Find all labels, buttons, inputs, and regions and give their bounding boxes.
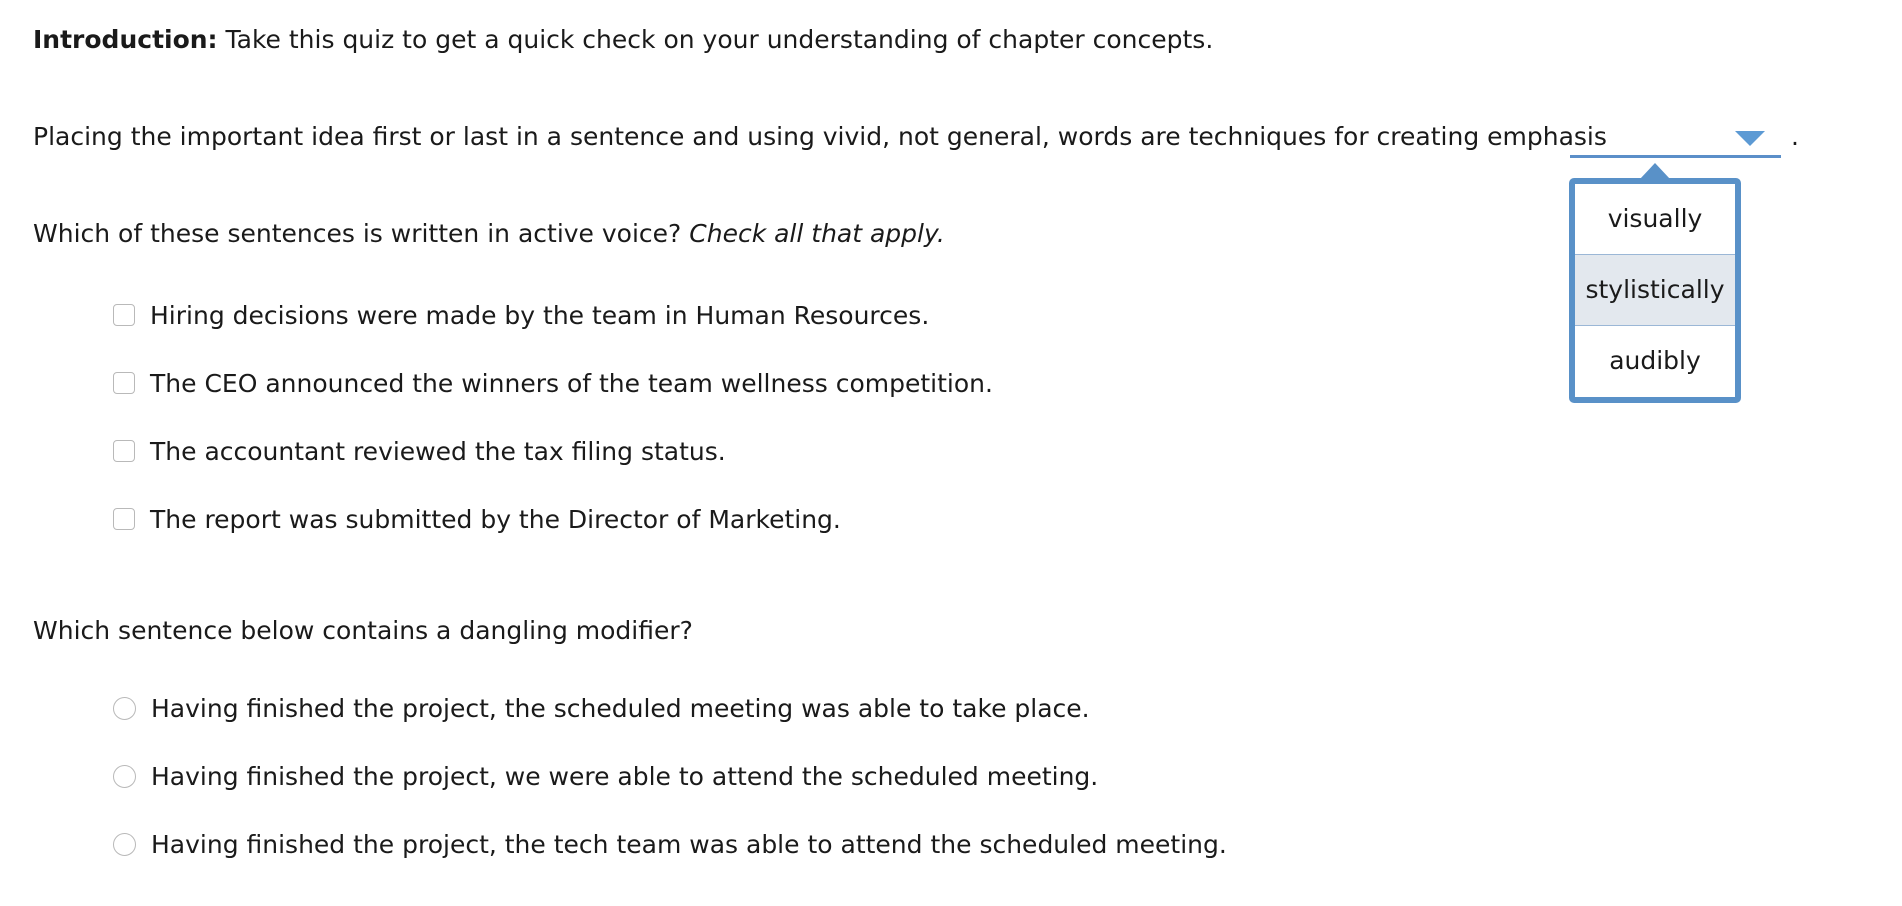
radio-option-label: Having finished the project, the scheduled meeting was able to take place. [151, 693, 1090, 723]
radio-button[interactable] [113, 833, 136, 856]
radio-button[interactable] [113, 697, 136, 720]
checkbox-option-3[interactable] [113, 436, 726, 466]
chevron-down-icon[interactable] [1735, 131, 1765, 146]
radio-option-label: Having finished the project, we were able to attend the scheduled meeting. [151, 761, 1099, 791]
checkbox-option-1[interactable] [113, 300, 929, 330]
question-3-text: Which sentence below contains a dangling modifier? [33, 616, 693, 645]
radio-option-3[interactable] [113, 829, 1227, 859]
checkbox[interactable] [113, 508, 135, 530]
question-2-prompt: Which of these sentences is written in active voice? [33, 219, 690, 248]
checkbox-option-label: The accountant reviewed the tax filing status. [150, 436, 726, 466]
dropdown-menu [1569, 178, 1741, 403]
introduction-body: Take this quiz to get a quick check on your understanding of chapter concepts. [217, 25, 1214, 54]
checkbox[interactable] [113, 304, 135, 326]
checkbox[interactable] [113, 440, 135, 462]
checkbox[interactable] [113, 372, 135, 394]
emphasis-dropdown[interactable] [1570, 119, 1781, 158]
dropdown-option-audibly[interactable]: audibly [1609, 346, 1701, 375]
dropdown-option-stylistically[interactable]: stylistically [1575, 255, 1735, 326]
checkbox-option-label: The report was submitted by the Director of Marketing. [150, 504, 841, 534]
checkbox-option-4[interactable] [113, 504, 841, 534]
introduction-text [33, 25, 1213, 54]
question-1-text: Placing the important idea first or last in a sentence and using vivid, not general, words are techniques for creating emphasis [33, 122, 1607, 151]
radio-button[interactable] [113, 765, 136, 788]
checkbox-option-label: The CEO announced the winners of the team wellness competition. [150, 368, 993, 398]
question-1-period: . [1791, 122, 1799, 151]
dropdown-option-visually[interactable]: visually [1575, 184, 1735, 255]
radio-option-label: Having finished the project, the tech team was able to attend the scheduled meeting. [151, 829, 1227, 859]
question-2-instruction: Check all that apply. [689, 219, 945, 248]
radio-option-2[interactable] [113, 761, 1098, 791]
introduction-label: Introduction: [33, 25, 218, 54]
radio-option-1[interactable] [113, 693, 1090, 723]
checkbox-option-2[interactable] [113, 368, 993, 398]
dropdown-menu-pointer [1640, 163, 1670, 179]
checkbox-option-label: Hiring decisions were made by the team in Human Resources. [150, 300, 930, 330]
question-2-text [33, 219, 945, 248]
